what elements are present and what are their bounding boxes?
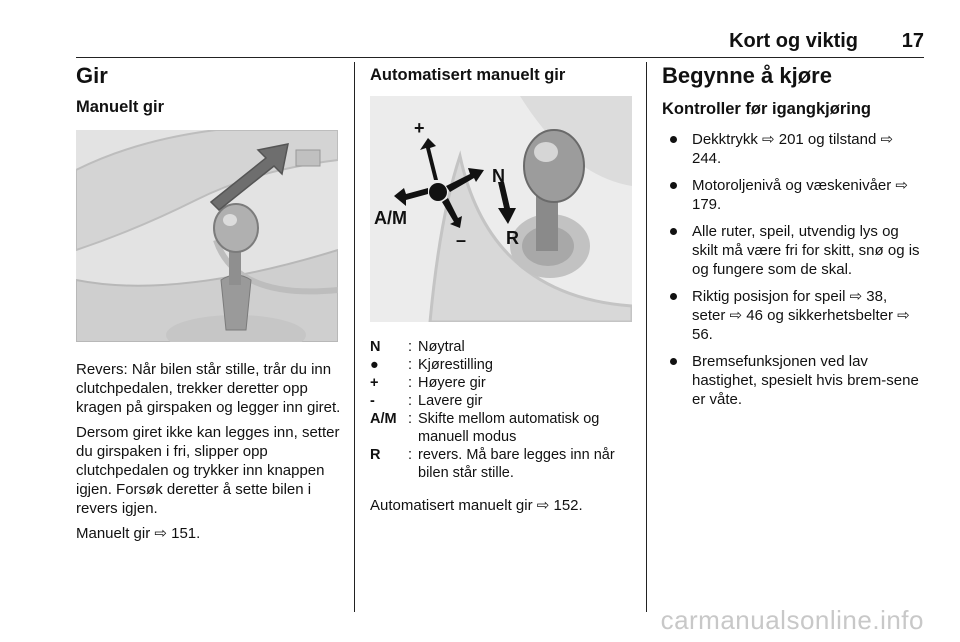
manual-gear-illustration	[76, 130, 338, 342]
reference-automatisert: Automatisert manuelt gir ⇨ 152.	[370, 497, 583, 514]
legend-value: Lavere gir	[418, 393, 483, 409]
automated-gear-illustration	[370, 96, 632, 322]
label-n: N	[492, 166, 505, 186]
legend-row: ● : Kjørestilling	[370, 356, 634, 374]
bullet-dot	[670, 293, 677, 300]
middle-column	[370, 62, 634, 86]
list-item: Bremsefunksjonen ved lav hastighet, spesielt hvis brem-sene er våte.	[662, 352, 924, 409]
legend-value: Skifte mellom automatisk og manuell modus	[418, 411, 600, 445]
heading-automatisert: Automatisert manuelt gir	[370, 66, 566, 84]
manual-gear-drawing	[76, 130, 338, 342]
list-item: Alle ruter, speil, utvendig lys og skilt må være fri for skitt, snø og is og fungere som de skal.	[662, 222, 924, 279]
legend-key: -	[370, 393, 375, 409]
paragraph-dersom: Dersom giret ikke kan legges inn, setter du girspaken i fri, slipper opp clutchpedalen og trykker inn knappen igjen. Forsøk deretter å sette bilen i revers igjen.	[76, 424, 340, 517]
bullet-dot	[670, 358, 677, 365]
watermark: carmanualsonline.info	[660, 605, 924, 635]
list-item: Riktig posisjon for speil ⇨ 38, seter ⇨ 46 og sikkerhetsbelter ⇨ 56.	[662, 287, 924, 344]
legend-key: ●	[370, 357, 379, 373]
page-header	[76, 30, 924, 52]
label-minus: –	[456, 230, 467, 250]
gear-legend	[370, 338, 634, 521]
checklist	[662, 130, 924, 409]
list-item: Motoroljenivå og væskenivåer ⇨ 179.	[662, 176, 924, 214]
list-item: Dekktrykk ⇨ 201 og tilstand ⇨ 244.	[662, 130, 924, 168]
bullet-dot	[670, 182, 677, 189]
legend-row: R : revers. Må bare legges inn når bilen står stille.	[370, 446, 634, 482]
left-column	[76, 62, 342, 118]
label-r: R	[506, 228, 519, 248]
legend-row: N : Nøytral	[370, 338, 634, 356]
legend-row: A/M : Skifte mellom automatisk og manuell modus	[370, 410, 634, 446]
subheading-manuelt-gir: Manuelt gir	[76, 98, 165, 116]
heading-begynne: Begynne å kjøre	[662, 63, 832, 88]
legend-value: Høyere gir	[418, 375, 486, 391]
bullet-dot	[670, 136, 677, 143]
legend-key: +	[370, 375, 379, 391]
page-number: 17	[901, 30, 924, 52]
legend-key: A/M	[370, 411, 397, 427]
legend-key: N	[370, 339, 381, 355]
column-divider-1	[354, 62, 355, 612]
right-column	[662, 62, 924, 417]
legend-row: - : Lavere gir	[370, 392, 634, 410]
section-heading-gir: Gir	[76, 63, 108, 88]
paragraph-revers: Revers: Når bilen står stille, trår du inn clutchpedalen, trekker deretter opp kragen på girspaken og legger inn giret.	[76, 361, 341, 416]
header-rule	[76, 57, 924, 58]
section-title: Kort og viktig	[729, 30, 858, 52]
label-am: A/M	[374, 208, 407, 228]
reference-manuelt-gir: Manuelt gir ⇨ 151.	[76, 525, 201, 542]
label-plus: +	[414, 118, 425, 138]
legend-row: + : Høyere gir	[370, 374, 634, 392]
legend-value: revers. Må bare legges inn når bilen står stille.	[418, 447, 615, 481]
left-column-text	[76, 360, 342, 549]
subheading-kontroller: Kontroller før igangkjøring	[662, 100, 871, 118]
legend-value: Kjørestilling	[418, 357, 493, 373]
legend-value: Nøytral	[418, 339, 465, 355]
automated-gear-drawing	[370, 96, 632, 322]
bullet-dot	[670, 228, 677, 235]
legend-key: R	[370, 447, 381, 463]
column-divider-2	[646, 62, 647, 612]
